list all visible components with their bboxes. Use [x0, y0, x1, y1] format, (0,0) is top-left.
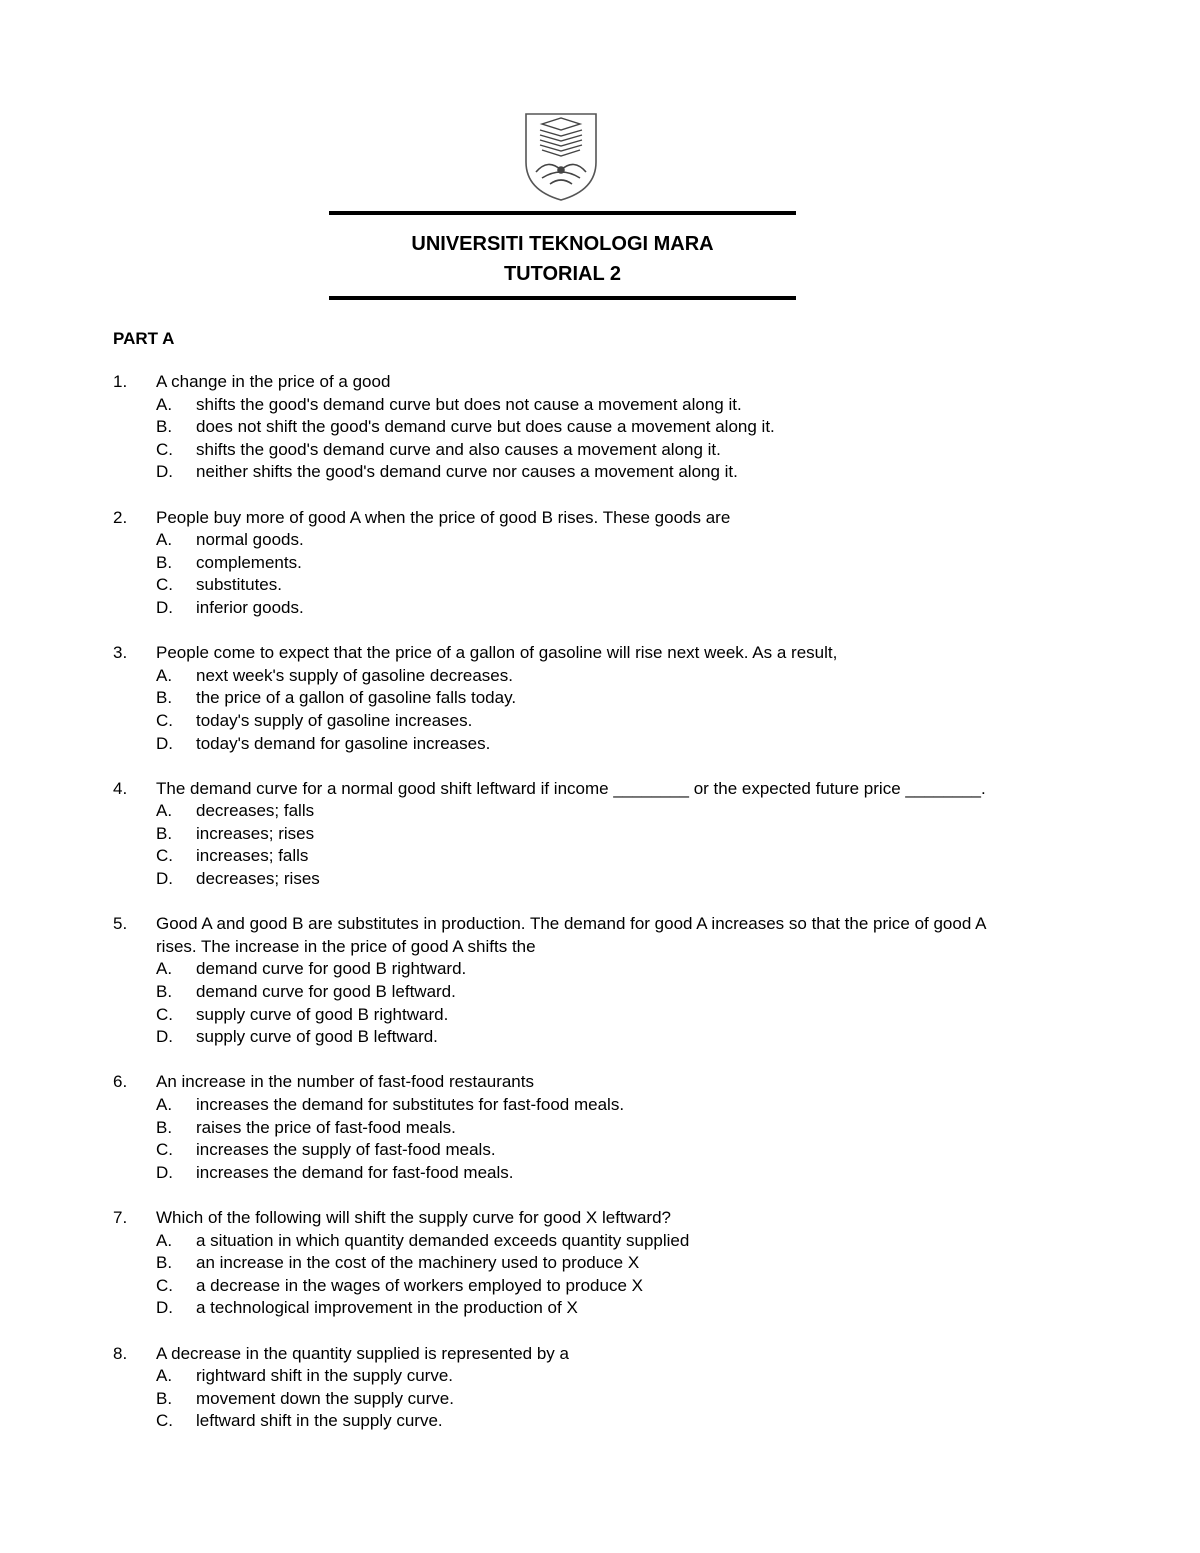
option-letter: D. — [156, 1298, 173, 1318]
answer-option — [156, 1094, 1013, 1117]
option-text: does not shift the good's demand curve but does cause a movement along it. — [196, 417, 775, 437]
option-letter: D. — [156, 1162, 173, 1182]
option-letter: C. — [156, 1411, 173, 1431]
answer-option — [156, 1004, 1013, 1027]
option-letter: C. — [156, 1140, 173, 1160]
option-letter: A. — [156, 1366, 173, 1386]
answer-option — [156, 733, 1013, 756]
tutorial-title: TUTORIAL 2 — [503, 263, 622, 285]
option-letter: A. — [156, 394, 173, 414]
answer-option — [156, 1162, 1013, 1185]
option-text: substitutes. — [196, 575, 282, 595]
option-text: shifts the good's demand curve and also causes a movement along it. — [196, 439, 721, 459]
question-number: 1. — [113, 372, 128, 391]
option-text: leftward shift in the supply curve. — [196, 1411, 443, 1431]
header-bottom-rule — [329, 296, 796, 300]
option-letter: C. — [156, 1004, 173, 1024]
option-letter: D. — [156, 462, 173, 482]
option-text: increases the demand for substitutes for fast-food meals. — [196, 1095, 625, 1114]
answer-option — [156, 981, 1013, 1004]
option-text: next week's supply of gasoline decreases. — [196, 665, 513, 685]
answer-option — [156, 1026, 1013, 1049]
question-item — [113, 507, 1013, 620]
option-text: the price of a gallon of gasoline falls today. — [196, 688, 517, 708]
question-item — [113, 371, 1013, 484]
question-text: Which of the following will shift the supply curve for good X leftward? — [156, 1207, 671, 1227]
question-number: 4. — [113, 778, 128, 798]
option-text: an increase in the cost of the machinery used to produce X — [196, 1253, 640, 1273]
question-text: An increase in the number of fast-food restaurants — [156, 1072, 534, 1092]
option-letter: B. — [156, 417, 173, 437]
option-text: raises the price of fast-food meals. — [196, 1117, 456, 1137]
question-item — [113, 1071, 1013, 1184]
option-text: increases; rises — [196, 823, 315, 843]
answer-option — [156, 394, 1013, 417]
answer-option — [156, 1365, 1013, 1388]
option-letter: D. — [156, 1027, 173, 1047]
answer-option — [156, 529, 1013, 552]
question-text: People buy more of good A when the price of good B rises. These goods are — [156, 507, 731, 527]
option-letter: A. — [156, 959, 173, 979]
option-letter: A. — [156, 665, 173, 685]
option-text: supply curve of good B leftward. — [196, 1027, 438, 1047]
answer-option — [156, 823, 1013, 846]
answer-option — [156, 868, 1013, 891]
option-letter: B. — [156, 552, 173, 572]
option-text: increases the supply of fast-food meals. — [196, 1140, 496, 1160]
university-crest-icon — [520, 110, 602, 202]
option-letter: B. — [156, 982, 173, 1002]
institution-name: UNIVERSITI TEKNOLOGI MARA — [411, 233, 714, 255]
option-letter: C. — [156, 575, 173, 595]
option-letter: C. — [156, 710, 173, 730]
option-letter: B. — [156, 1388, 173, 1408]
option-letter: D. — [156, 597, 173, 617]
answer-option — [156, 597, 1013, 620]
option-text: decreases; rises — [196, 869, 320, 889]
question-list — [113, 371, 1013, 1456]
answer-option — [156, 1410, 1013, 1433]
question-text: The demand curve for a normal good shift leftward if income ________ or the expected future price ________. — [156, 778, 986, 798]
question-item — [113, 1207, 1013, 1320]
option-letter: B. — [156, 823, 173, 843]
option-letter: D. — [156, 733, 173, 753]
option-text: demand curve for good B rightward. — [196, 959, 467, 979]
question-item — [113, 913, 1013, 1049]
answer-option — [156, 1297, 1013, 1320]
option-text: inferior goods. — [196, 597, 304, 617]
answer-option — [156, 687, 1013, 710]
option-text: normal goods. — [196, 530, 304, 550]
option-text: increases; falls — [196, 846, 309, 866]
option-text: increases the demand for fast-food meals. — [196, 1162, 514, 1182]
question-item — [113, 642, 1013, 755]
answer-option — [156, 461, 1013, 484]
answer-option — [156, 710, 1013, 733]
option-letter: C. — [156, 846, 173, 866]
option-letter: A. — [156, 1230, 173, 1250]
answer-option — [156, 574, 1013, 597]
option-text: neither shifts the good's demand curve nor causes a movement along it. — [196, 462, 738, 482]
answer-option — [156, 958, 1013, 981]
option-letter: A. — [156, 530, 173, 550]
option-letter: B. — [156, 1117, 173, 1137]
option-text: a situation in which quantity demanded exceeds quantity supplied — [196, 1230, 690, 1250]
answer-option — [156, 845, 1013, 868]
option-letter: A. — [156, 1095, 173, 1114]
question-number: 3. — [113, 643, 128, 663]
option-text: today's supply of gasoline increases. — [196, 710, 473, 730]
answer-option — [156, 552, 1013, 575]
option-letter: C. — [156, 439, 173, 459]
option-text: a decrease in the wages of workers employed to produce X — [196, 1275, 643, 1295]
answer-option — [156, 1388, 1013, 1411]
question-text: A change in the price of a good — [156, 372, 391, 391]
option-letter: D. — [156, 869, 173, 889]
option-text: today's demand for gasoline increases. — [196, 733, 491, 753]
question-number: 6. — [113, 1072, 128, 1092]
option-text: a technological improvement in the production of X — [196, 1298, 578, 1318]
option-letter: A. — [156, 801, 173, 821]
question-text: People come to expect that the price of a gallon of gasoline will rise next week. As a result, — [156, 643, 838, 663]
option-letter: C. — [156, 1275, 173, 1295]
option-text: supply curve of good B rightward. — [196, 1004, 449, 1024]
option-text: shifts the good's demand curve but does not cause a movement along it. — [196, 394, 742, 414]
header-top-rule — [329, 211, 796, 215]
option-text: demand curve for good B leftward. — [196, 982, 456, 1002]
option-letter: B. — [156, 1253, 173, 1273]
answer-option — [156, 439, 1013, 462]
question-item — [113, 1343, 1013, 1433]
answer-option — [156, 1275, 1013, 1298]
option-text: rightward shift in the supply curve. — [196, 1366, 454, 1386]
question-number: 7. — [113, 1207, 128, 1227]
question-number: 2. — [113, 507, 128, 527]
answer-option — [156, 416, 1013, 439]
question-item — [113, 778, 1013, 891]
answer-option — [156, 1117, 1013, 1140]
question-text: Good A and good B are substitutes in production. The demand for good A increases so that the price of good A rises. The increase in the price of good A shifts the — [156, 914, 986, 956]
answer-option — [156, 1139, 1013, 1162]
answer-option — [156, 665, 1013, 688]
option-letter: B. — [156, 688, 173, 708]
answer-option — [156, 1230, 1013, 1253]
question-text: A decrease in the quantity supplied is represented by a — [156, 1343, 569, 1363]
answer-option — [156, 1252, 1013, 1275]
part-heading: PART A — [113, 329, 175, 348]
option-text: movement down the supply curve. — [196, 1388, 454, 1408]
option-text: decreases; falls — [196, 801, 315, 821]
option-text: complements. — [196, 552, 302, 572]
answer-option — [156, 800, 1013, 823]
question-number: 5. — [113, 914, 128, 934]
question-number: 8. — [113, 1343, 128, 1363]
